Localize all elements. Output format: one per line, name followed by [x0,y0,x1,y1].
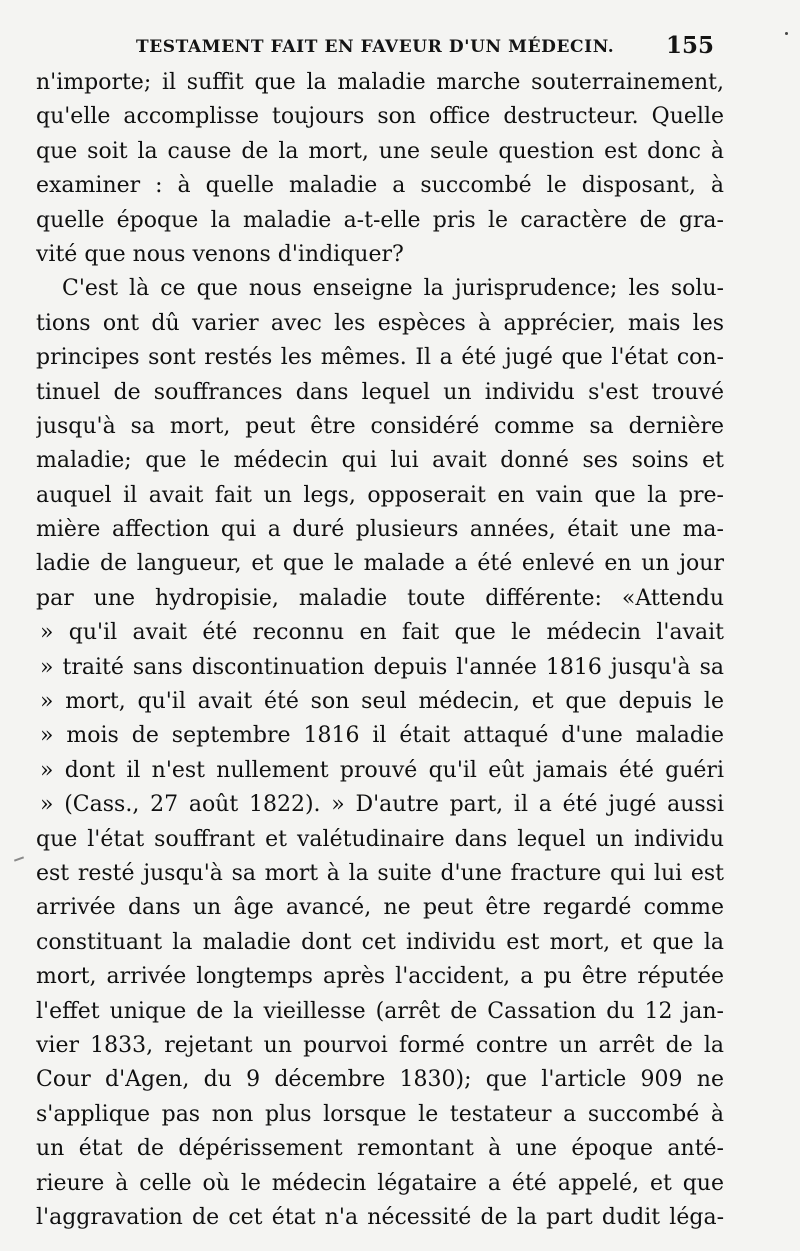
text-line: l'aggravation de cet état n'a nécessité de la part dudit léga- [36,1204,724,1230]
text-line: vité que nous venons d'indiquer? [36,241,404,267]
text-line: que soit la cause de la mort, une seule question est donc à [36,138,724,164]
text-line: auquel il avait fait un legs, opposerait en vain que la pre- [36,482,724,508]
text-line: » mort, qu'il avait été son seul médecin, et que depuis le [40,689,724,715]
text-line: » (Cass., 27 août 1822). » D'autre part, il a été jugé aussi [40,792,724,818]
text-line: tinuel de souffrances dans lequel un individu s'est trouvé [36,379,724,405]
text-line: l'effet unique de la vieillesse (arrêt de Cassation du 12 jan- [36,998,724,1024]
text-line: » traité sans discontinuation depuis l'année 1816 jusqu'à sa [40,654,724,680]
ink-speck [785,32,788,35]
text-line: jusqu'à sa mort, peut être considéré comme sa dernière [36,413,724,439]
text-line: ladie de langueur, et que le malade a été enlevé en un jour [36,551,724,577]
text-line: qu'elle accomplisse toujours son office destructeur. Quelle [36,104,724,130]
margin-mark [14,856,24,861]
text-line: par une hydropisie, maladie toute différente: «Attendu [36,585,724,611]
text-line: » mois de septembre 1816 il était attaqué d'une maladie [40,723,724,749]
text-line: vier 1833, rejetant un pourvoi formé contre un arrêt de la [36,1032,724,1058]
text-line: C'est là ce que nous enseigne la jurisprudence; les solu- [62,276,724,302]
text-line: Cour d'Agen, du 9 décembre 1830); que l'article 909 ne [36,1067,724,1093]
text-line: » qu'il avait été reconnu en fait que le médecin l'avait [40,620,724,646]
text-line: n'importe; il suffit que la maladie marche souterrainement, [36,70,724,95]
body-text [36,66,724,1235]
page-header [40,32,714,62]
text-line: maladie; que le médecin qui lui avait donné ses soins et [36,448,724,474]
text-line: rieure à celle où le médecin légataire a été appelé, et que [36,1170,724,1196]
text-line: mort, arrivée longtemps après l'accident, a pu être réputée [36,964,724,990]
text-line: s'applique pas non plus lorsque le testateur a succombé à [36,1101,724,1127]
text-line: un état de dépérissement remontant à une époque anté- [36,1136,724,1162]
text-line: » dont il n'est nullement prouvé qu'il eût jamais été guéri [40,757,724,783]
text-line: principes sont restés les mêmes. Il a été jugé que l'état con- [36,345,724,371]
text-line: quelle époque la maladie a-t-elle pris le caractère de gra- [36,207,724,233]
text-line: tions ont dû varier avec les espèces à apprécier, mais les [36,310,724,336]
running-title: TESTAMENT FAIT EN FAVEUR D'UN MÉDECIN. [136,37,615,57]
text-line: est resté jusqu'à sa mort à la suite d'une fracture qui lui est [36,860,724,886]
text-line: mière affection qui a duré plusieurs années, était une ma- [36,517,724,543]
text-line: arrivée dans un âge avancé, ne peut être regardé comme [36,895,724,921]
text-line: constituant la maladie dont cet individu est mort, et que la [36,929,724,955]
text-line: que l'état souffrant et valétudinaire dans lequel un individu [36,826,724,852]
page-number: 155 [665,32,714,59]
text-line: examiner : à quelle maladie a succombé le disposant, à [36,173,724,199]
